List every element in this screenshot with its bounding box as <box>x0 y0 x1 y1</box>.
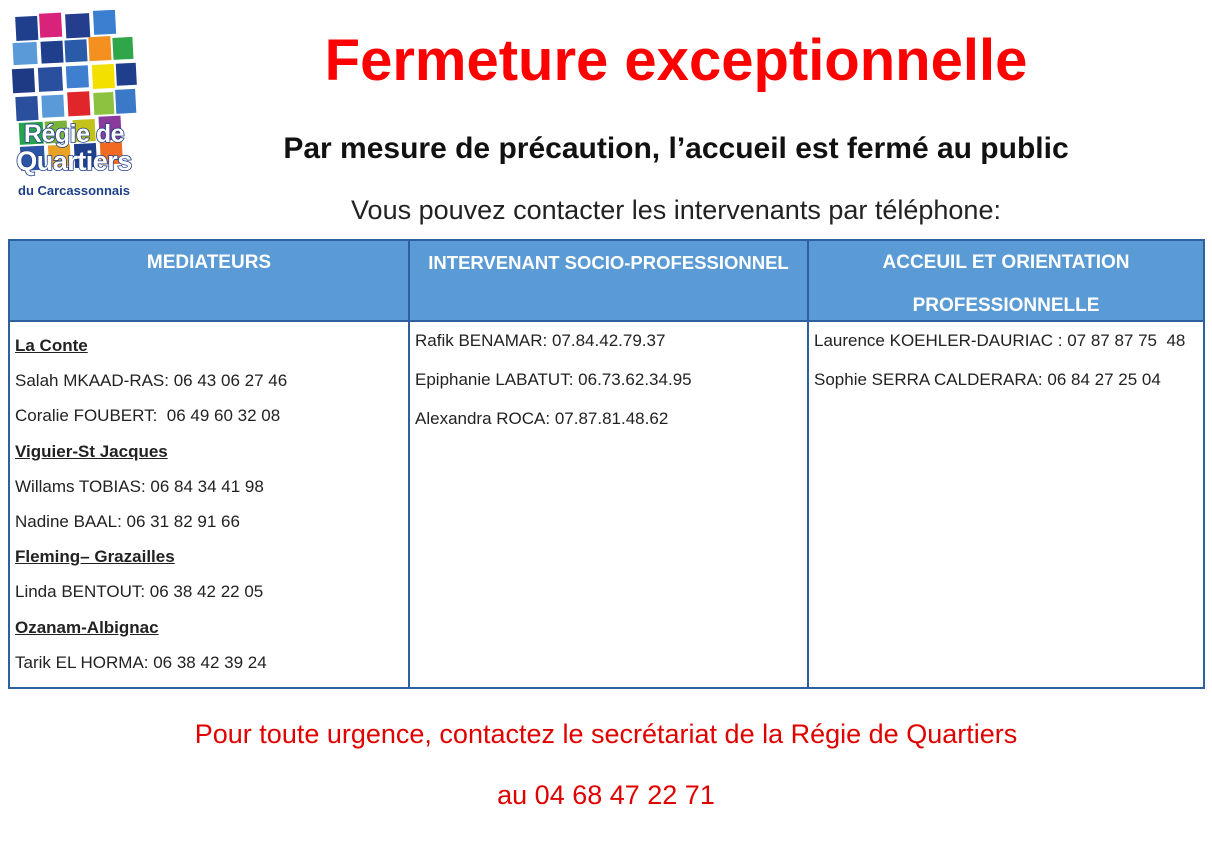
header-socio-pro-label: INTERVENANT SOCIO-PROFESSIONNEL <box>428 252 789 273</box>
header-accueil-label-line2: PROFESSIONNELLE <box>912 295 1100 316</box>
contact-entry: Nadine BAAL: 06 31 82 91 66 <box>15 511 240 531</box>
area-heading: Ozanam-Albignac <box>15 617 159 637</box>
header-socio-pro <box>408 241 807 322</box>
contact-entry: Coralie FOUBERT: 06 49 60 32 08 <box>15 406 281 426</box>
header-mediateurs-label: MEDIATEURS <box>146 252 272 273</box>
contacts-table <box>8 239 1205 689</box>
area-heading: La Conte <box>15 336 88 355</box>
contact-entry: Rafik BENAMAR: 07.84.42.79.37 <box>415 331 666 350</box>
secretariat-phone: au 04 68 47 22 71 <box>497 780 715 810</box>
header-mediateurs <box>10 241 408 322</box>
contact-entry: Tarik EL HORMA: 06 38 42 39 24 <box>15 652 267 672</box>
contact-entry: Salah MKAAD-RAS: 06 43 06 27 46 <box>15 371 288 391</box>
column-mediateurs <box>10 322 408 687</box>
column-socio-pro <box>408 322 807 687</box>
area-heading: Viguier-St Jacques <box>15 441 168 461</box>
contact-entry: Linda BENTOUT: 06 38 42 22 05 <box>15 582 264 602</box>
column-accueil <box>807 322 1203 687</box>
contact-entry: Alexandra ROCA: 07.87.81.48.62 <box>415 409 669 428</box>
page-subtitle: Par mesure de précaution, l’accueil est fermé au public <box>283 132 1069 165</box>
area-heading: Fleming– Grazailles <box>15 547 175 567</box>
contact-entry: Sophie SERRA CALDERARA: 06 84 27 25 04 <box>814 370 1161 389</box>
header-accueil-label-line1: ACCEUIL ET ORIENTATION <box>882 252 1130 273</box>
header-accueil <box>807 241 1203 322</box>
contact-entry: Laurence KOEHLER-DAURIAC : 07 87 87 75 48 <box>814 331 1186 350</box>
urgence-notice: Pour toute urgence, contactez le secrétariat de la Régie de Quartiers <box>194 719 1018 749</box>
logo-text-line1: Régie de <box>23 120 125 148</box>
logo-text-line2: Quartiers <box>16 146 132 176</box>
intro-text: Vous pouvez contacter les intervenants par téléphone: <box>351 195 1001 225</box>
contact-entry: Willams TOBIAS: 06 84 34 41 98 <box>15 476 264 496</box>
logo-text-line3: du Carcassonnais <box>18 183 130 198</box>
regie-logo <box>10 10 138 202</box>
page-title: Fermeture exceptionnelle <box>324 28 1028 93</box>
contact-entry: Epiphanie LABATUT: 06.73.62.34.95 <box>415 370 692 389</box>
